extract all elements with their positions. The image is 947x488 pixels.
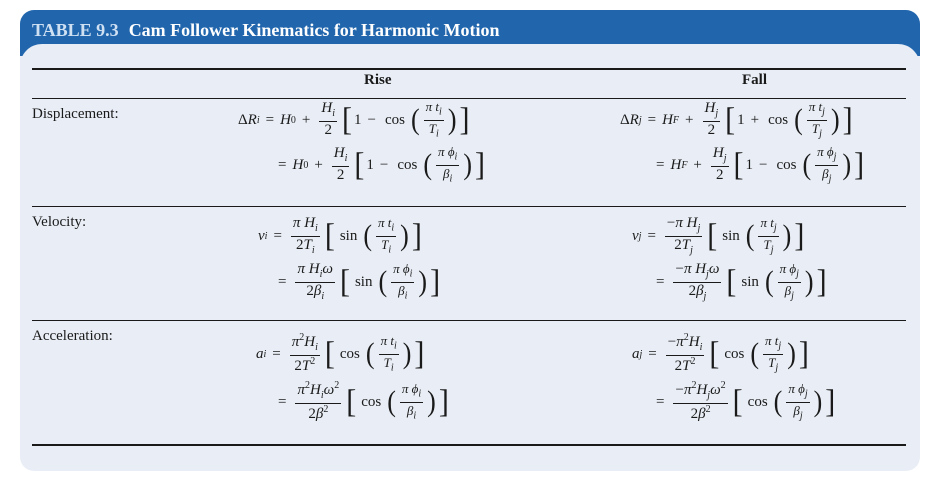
- table-caption: [32, 20, 499, 41]
- rise-displacement-eq-2: = H 0 + $\frac{H_i}{2}$ [ 1 − cos ( $\frac{\pi \phi_i}{\beta_i}$ ) ]: [278, 144, 485, 185]
- row-label-velocity: Velocity:: [32, 214, 87, 230]
- rise-acceleration-eq-2: = $\frac{\pi^2H_i\omega^2}{2\beta^2}$ [ cos ( $\frac{\pi \phi_i}{\beta_i}$ ) ]: [278, 380, 449, 422]
- fall-displacement-eq-1: Δ R j = H F + $\frac{H_j}{2}$ [ 1 + cos ( $\frac{\pi t_j}{T_j}$ ) ]: [620, 99, 853, 140]
- table-title: Cam Follower Kinematics for Harmonic Motion: [128, 20, 500, 40]
- table-card: [20, 10, 920, 471]
- fall-displacement-eq-2: = H F + $\frac{H_j}{2}$ [ 1 − cos ( $\frac{\pi \phi_j}{\beta_j}$ ) ]: [656, 144, 865, 185]
- row-rule-2: [32, 320, 906, 321]
- fall-acceleration-eq-1: a j = $\frac{-\pi^2H_i}{2T^2}$ [ cos ( $\frac{\pi t_j}{T_j}$ ) ]: [632, 332, 809, 374]
- rise-velocity-eq-2: = $\frac{\pi H_i\omega}{2\beta_i}$ [ sin ( $\frac{\pi \phi_i}{\beta_i}$ ) ]: [278, 261, 441, 302]
- rise-acceleration-eq-1: a i = $\frac{\pi^2H_i}{2T^2}$ [ cos ( $\frac{\pi t_i}{T_i}$ ) ]: [256, 332, 425, 374]
- rise-displacement-eq-1: Δ R i = H 0 + $\frac{H_i}{2}$ [ 1 − cos ( $\frac{\pi t_i}{T_i}$ ) ]: [238, 99, 470, 140]
- top-rule: [32, 68, 906, 70]
- row-label-acceleration: Acceleration:: [32, 328, 113, 344]
- fall-velocity-eq-1: v j = $\frac{-\pi H_j}{2T_j}$ [ sin ( $\frac{\pi t_j}{T_j}$ ) ]: [632, 215, 805, 256]
- table-number: TABLE 9.3: [32, 20, 119, 40]
- fall-velocity-eq-2: = $\frac{-\pi H_j\omega}{2\beta_j}$ [ sin ( $\frac{\pi \phi_j}{\beta_j}$ ) ]: [656, 261, 827, 302]
- rise-velocity-eq-1: v i = $\frac{\pi H_i}{2T_i}$ [ sin ( $\frac{\pi t_i}{T_i}$ ) ]: [258, 215, 422, 256]
- column-header-fall: Fall: [742, 72, 767, 88]
- fall-acceleration-eq-2: = $\frac{-\pi^2H_j\omega^2}{2\beta^2}$ [ cos ( $\frac{\pi \phi_j}{\beta_j}$ ) ]: [656, 380, 836, 422]
- bottom-rule: [32, 444, 906, 446]
- row-label-displacement: Displacement:: [32, 106, 119, 122]
- header-curve: [20, 44, 920, 66]
- row-rule-1: [32, 206, 906, 207]
- column-header-rise: Rise: [364, 72, 392, 88]
